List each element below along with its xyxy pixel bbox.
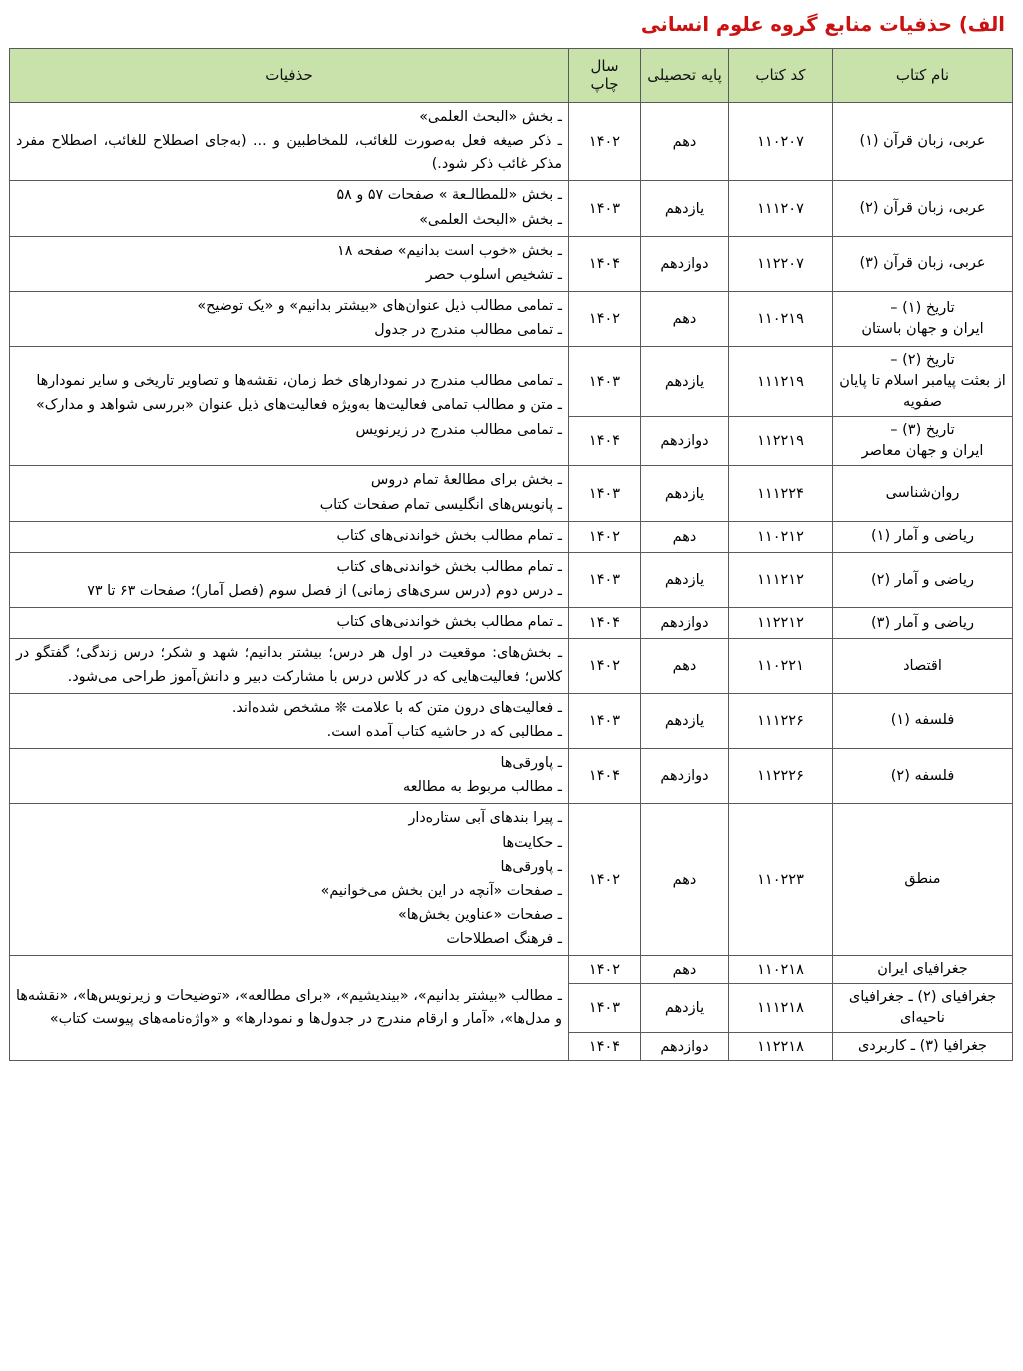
title-bar (0, 0, 1023, 48)
deletions-list (16, 642, 562, 688)
cell-book-code: ۱۱۱۲۱۸ (729, 984, 833, 1033)
cell-book-code: ۱۱۱۲۱۲ (729, 552, 833, 607)
cell-book-name: منطق (833, 804, 1013, 956)
cell-print-year: ۱۴۰۴ (569, 236, 641, 291)
cell-print-year: ۱۴۰۴ (569, 608, 641, 639)
cell-book-name: ریاضی و آمار (۲) (833, 552, 1013, 607)
deletions-list (16, 807, 562, 951)
cell-book-code: ۱۱۱۲۲۶ (729, 693, 833, 748)
cell-deletions (10, 608, 569, 639)
deletions-table (9, 48, 1013, 1061)
deletion-item: ـ پیرا بندهای آبی ستاره‌دار (16, 807, 562, 830)
cell-book-name: فلسفه (۱) (833, 693, 1013, 748)
deletion-item: ـ مطالب مربوط به مطالعه (16, 776, 562, 799)
cell-grade: دوازدهم (641, 1033, 729, 1061)
deletion-item: ـ پانویس‌های انگلیسی تمام صفحات کتاب (16, 494, 562, 517)
cell-print-year: ۱۴۰۳ (569, 552, 641, 607)
cell-book-code: ۱۱۲۲۲۶ (729, 749, 833, 804)
table-row (10, 639, 1013, 693)
column-header-book-code: کد کتاب (729, 49, 833, 103)
column-header-print-year: سال چاپ (569, 49, 641, 103)
cell-book-name: تاریخ (۲) – از بعثت پیامبر اسلام تا پایان صفویه (833, 347, 1013, 417)
cell-deletions (10, 181, 569, 236)
deletion-item: ـ فرهنگ اصطلاحات (16, 928, 562, 951)
table-body (10, 103, 1013, 1061)
cell-deletions (10, 466, 569, 521)
cell-book-name: جغرافیای (۲) ـ جغرافیای ناحیه‌ای (833, 984, 1013, 1033)
cell-grade: یازدهم (641, 181, 729, 236)
cell-print-year: ۱۴۰۳ (569, 693, 641, 748)
cell-book-name: فلسفه (۲) (833, 749, 1013, 804)
page-title: الف) حذفیات منابع گروه علوم انسانی (640, 12, 1005, 36)
cell-print-year: ۱۴۰۲ (569, 956, 641, 984)
cell-deletions (10, 639, 569, 693)
cell-book-name: تاریخ (۱) – ایران و جهان باستان (833, 292, 1013, 347)
cell-grade: یازدهم (641, 693, 729, 748)
header-row (10, 49, 1013, 103)
cell-book-name: ریاضی و آمار (۱) (833, 521, 1013, 552)
cell-print-year: ۱۴۰۲ (569, 521, 641, 552)
cell-print-year: ۱۴۰۳ (569, 347, 641, 417)
table-row (10, 956, 1013, 984)
cell-book-code: ۱۱۰۲۲۱ (729, 639, 833, 693)
deletion-item: ـ تمامی مطالب مندرج در جدول (16, 319, 562, 342)
deletion-item: ـ صفحات «عناوین بخش‌ها» (16, 904, 562, 927)
deletion-item: ـ بخش «للمطالـعة » صفحات ۵۷ و ۵۸ (16, 184, 562, 207)
deletions-list (16, 469, 562, 516)
deletion-item: ـ بخش «البحث العلمی» (16, 209, 562, 232)
deletion-item: ـ مطالبی که در حاشیه کتاب آمده است. (16, 721, 562, 744)
cell-book-name: عربی، زبان قرآن (۲) (833, 181, 1013, 236)
deletions-list (16, 556, 562, 603)
cell-print-year: ۱۴۰۲ (569, 639, 641, 693)
table-header (10, 49, 1013, 103)
cell-book-code: ۱۱۲۲۱۲ (729, 608, 833, 639)
cell-book-name: جغرافیا (۳) ـ کاربردی (833, 1033, 1013, 1061)
deletions-list (16, 370, 562, 441)
cell-grade: دوازدهم (641, 417, 729, 466)
cell-book-name: عربی، زبان قرآن (۱) (833, 103, 1013, 181)
cell-deletions (10, 956, 569, 1061)
cell-book-code: ۱۱۱۲۰۷ (729, 181, 833, 236)
deletions-list (16, 697, 562, 744)
deletion-item: ـ تمام مطالب بخش خواندنی‌های کتاب (16, 525, 562, 548)
deletion-item: ـ صفحات «آنچه در این بخش می‌خوانیم» (16, 880, 562, 903)
deletion-item: ـ بخش «البحث العلمی» (16, 106, 562, 129)
deletion-item: ـ تشخیص اسلوب حصر (16, 264, 562, 287)
cell-print-year: ۱۴۰۳ (569, 466, 641, 521)
cell-deletions (10, 292, 569, 347)
cell-grade: دهم (641, 292, 729, 347)
table-row (10, 608, 1013, 639)
cell-book-name: اقتصاد (833, 639, 1013, 693)
cell-book-name: ریاضی و آمار (۳) (833, 608, 1013, 639)
deletion-item: ـ تمام مطالب بخش خواندنی‌های کتاب (16, 611, 562, 634)
column-header-deletions: حذفیات (10, 49, 569, 103)
deletion-item: ـ تمامی مطالب ذیل عنوان‌های «بیشتر بدانیم» و «یک توضیح» (16, 295, 562, 318)
table-row (10, 521, 1013, 552)
column-header-grade: پایه تحصیلی (641, 49, 729, 103)
deletion-item: ـ بخش «خوب است بدانیم» صفحه ۱۸ (16, 240, 562, 263)
deletions-list (16, 295, 562, 342)
deletion-item: ـ مطالب «بیشتر بدانیم»، «بیندیشیم»، «برای مطالعه»، «توضیحات و زیرنویس‌ها»، «نقشه‌ها و مدل‌ها»، «آمار و ارقام مندرج در جدول‌ها و نمودارها» و «واژه‌نامه‌های پیوست کتاب» (16, 985, 562, 1031)
cell-book-code: ۱۱۰۲۱۲ (729, 521, 833, 552)
table-row (10, 347, 1013, 417)
cell-book-name: جغرافیای ایران (833, 956, 1013, 984)
cell-deletions (10, 103, 569, 181)
cell-deletions (10, 804, 569, 956)
deletion-item: ـ تمام مطالب بخش خواندنی‌های کتاب (16, 556, 562, 579)
table-row (10, 552, 1013, 607)
table-row (10, 103, 1013, 181)
cell-grade: دهم (641, 639, 729, 693)
cell-grade: دهم (641, 804, 729, 956)
table-row (10, 181, 1013, 236)
cell-print-year: ۱۴۰۳ (569, 984, 641, 1033)
deletion-item: ـ درس دوم (درس سری‌های زمانی) از فصل سوم (فصل آمار)؛ صفحات ۶۳ تا ۷۳ (16, 580, 562, 603)
deletion-item: ـ تمامی مطالب مندرج در زیرنویس (16, 419, 562, 442)
cell-grade: دوازدهم (641, 608, 729, 639)
cell-book-code: ۱۱۱۲۲۴ (729, 466, 833, 521)
deletion-item: ـ بخش برای مطالعهٔ تمام دروس (16, 469, 562, 492)
cell-print-year: ۱۴۰۴ (569, 749, 641, 804)
deletions-list (16, 752, 562, 799)
cell-deletions (10, 749, 569, 804)
table-row (10, 466, 1013, 521)
deletion-item: ـ پاورقی‌ها (16, 752, 562, 775)
deletion-item: ـ تمامی مطالب مندرج در نمودارهای خط زمان، نقشه‌ها و تصاویر تاریخی و سایر نمودارها (16, 370, 562, 393)
cell-grade: دهم (641, 521, 729, 552)
deletion-item: ـ بخش‌های: موقعیت در اول هر درس؛ بیشتر بدانیم؛ شهد و شکر؛ درس زندگی؛ گفتگو در کلاس؛ فعالیت‌هایی که در کلاس درس با مشارکت دبیر و دانش‌آموز طراحی می‌شود. (16, 642, 562, 688)
cell-grade: دوازدهم (641, 749, 729, 804)
table-row (10, 292, 1013, 347)
deletions-list (16, 184, 562, 231)
cell-book-code: ۱۱۱۲۱۹ (729, 347, 833, 417)
deletions-list (16, 240, 562, 287)
table-row (10, 693, 1013, 748)
cell-deletions (10, 236, 569, 291)
cell-grade: دهم (641, 103, 729, 181)
cell-grade: یازدهم (641, 347, 729, 417)
column-header-book-name: نام کتاب (833, 49, 1013, 103)
cell-book-code: ۱۱۰۲۰۷ (729, 103, 833, 181)
cell-book-name: تاریخ (۳) – ایران و جهان معاصر (833, 417, 1013, 466)
cell-grade: یازدهم (641, 466, 729, 521)
cell-grade: دهم (641, 956, 729, 984)
cell-book-code: ۱۱۰۲۱۹ (729, 292, 833, 347)
cell-book-code: ۱۱۲۲۱۸ (729, 1033, 833, 1061)
deletion-item: ـ متن و مطالب تمامی فعالیت‌ها به‌ویژه فعالیت‌های ذیل عنوان «بررسی شواهد و مدارک» (16, 394, 562, 417)
deletion-item: ـ حکایت‌ها (16, 832, 562, 855)
cell-book-code: ۱۱۰۲۲۳ (729, 804, 833, 956)
cell-book-code: ۱۱۲۲۱۹ (729, 417, 833, 466)
deletion-item: ـ پاورقی‌ها (16, 856, 562, 879)
cell-grade: یازدهم (641, 984, 729, 1033)
cell-book-name: روان‌شناسی (833, 466, 1013, 521)
table-row (10, 236, 1013, 291)
cell-print-year: ۱۴۰۲ (569, 103, 641, 181)
deletions-list (16, 985, 562, 1031)
cell-book-code: ۱۱۲۲۰۷ (729, 236, 833, 291)
cell-deletions (10, 347, 569, 466)
cell-book-code: ۱۱۰۲۱۸ (729, 956, 833, 984)
table-container (0, 48, 1023, 1073)
cell-deletions (10, 693, 569, 748)
cell-print-year: ۱۴۰۲ (569, 292, 641, 347)
cell-grade: یازدهم (641, 552, 729, 607)
cell-print-year: ۱۴۰۴ (569, 1033, 641, 1061)
cell-print-year: ۱۴۰۳ (569, 181, 641, 236)
cell-deletions (10, 521, 569, 552)
cell-deletions (10, 552, 569, 607)
cell-grade: دوازدهم (641, 236, 729, 291)
deletion-item: ـ ذکر صیغه فعل به‌صورت للغائب، للمخاطبین و ... (به‌جای اصطلاح للغائب، اصطلاح مفرد مذکر غائب ذکر شود.) (16, 130, 562, 176)
deletions-list (16, 525, 562, 548)
table-row (10, 804, 1013, 956)
deletions-list (16, 611, 562, 634)
deletion-item: ـ فعالیت‌های درون متن که با علامت ❊ مشخص شده‌اند. (16, 697, 562, 720)
cell-book-name: عربی، زبان قرآن (۳) (833, 236, 1013, 291)
cell-print-year: ۱۴۰۲ (569, 804, 641, 956)
cell-print-year: ۱۴۰۴ (569, 417, 641, 466)
deletions-list (16, 106, 562, 176)
table-row (10, 749, 1013, 804)
